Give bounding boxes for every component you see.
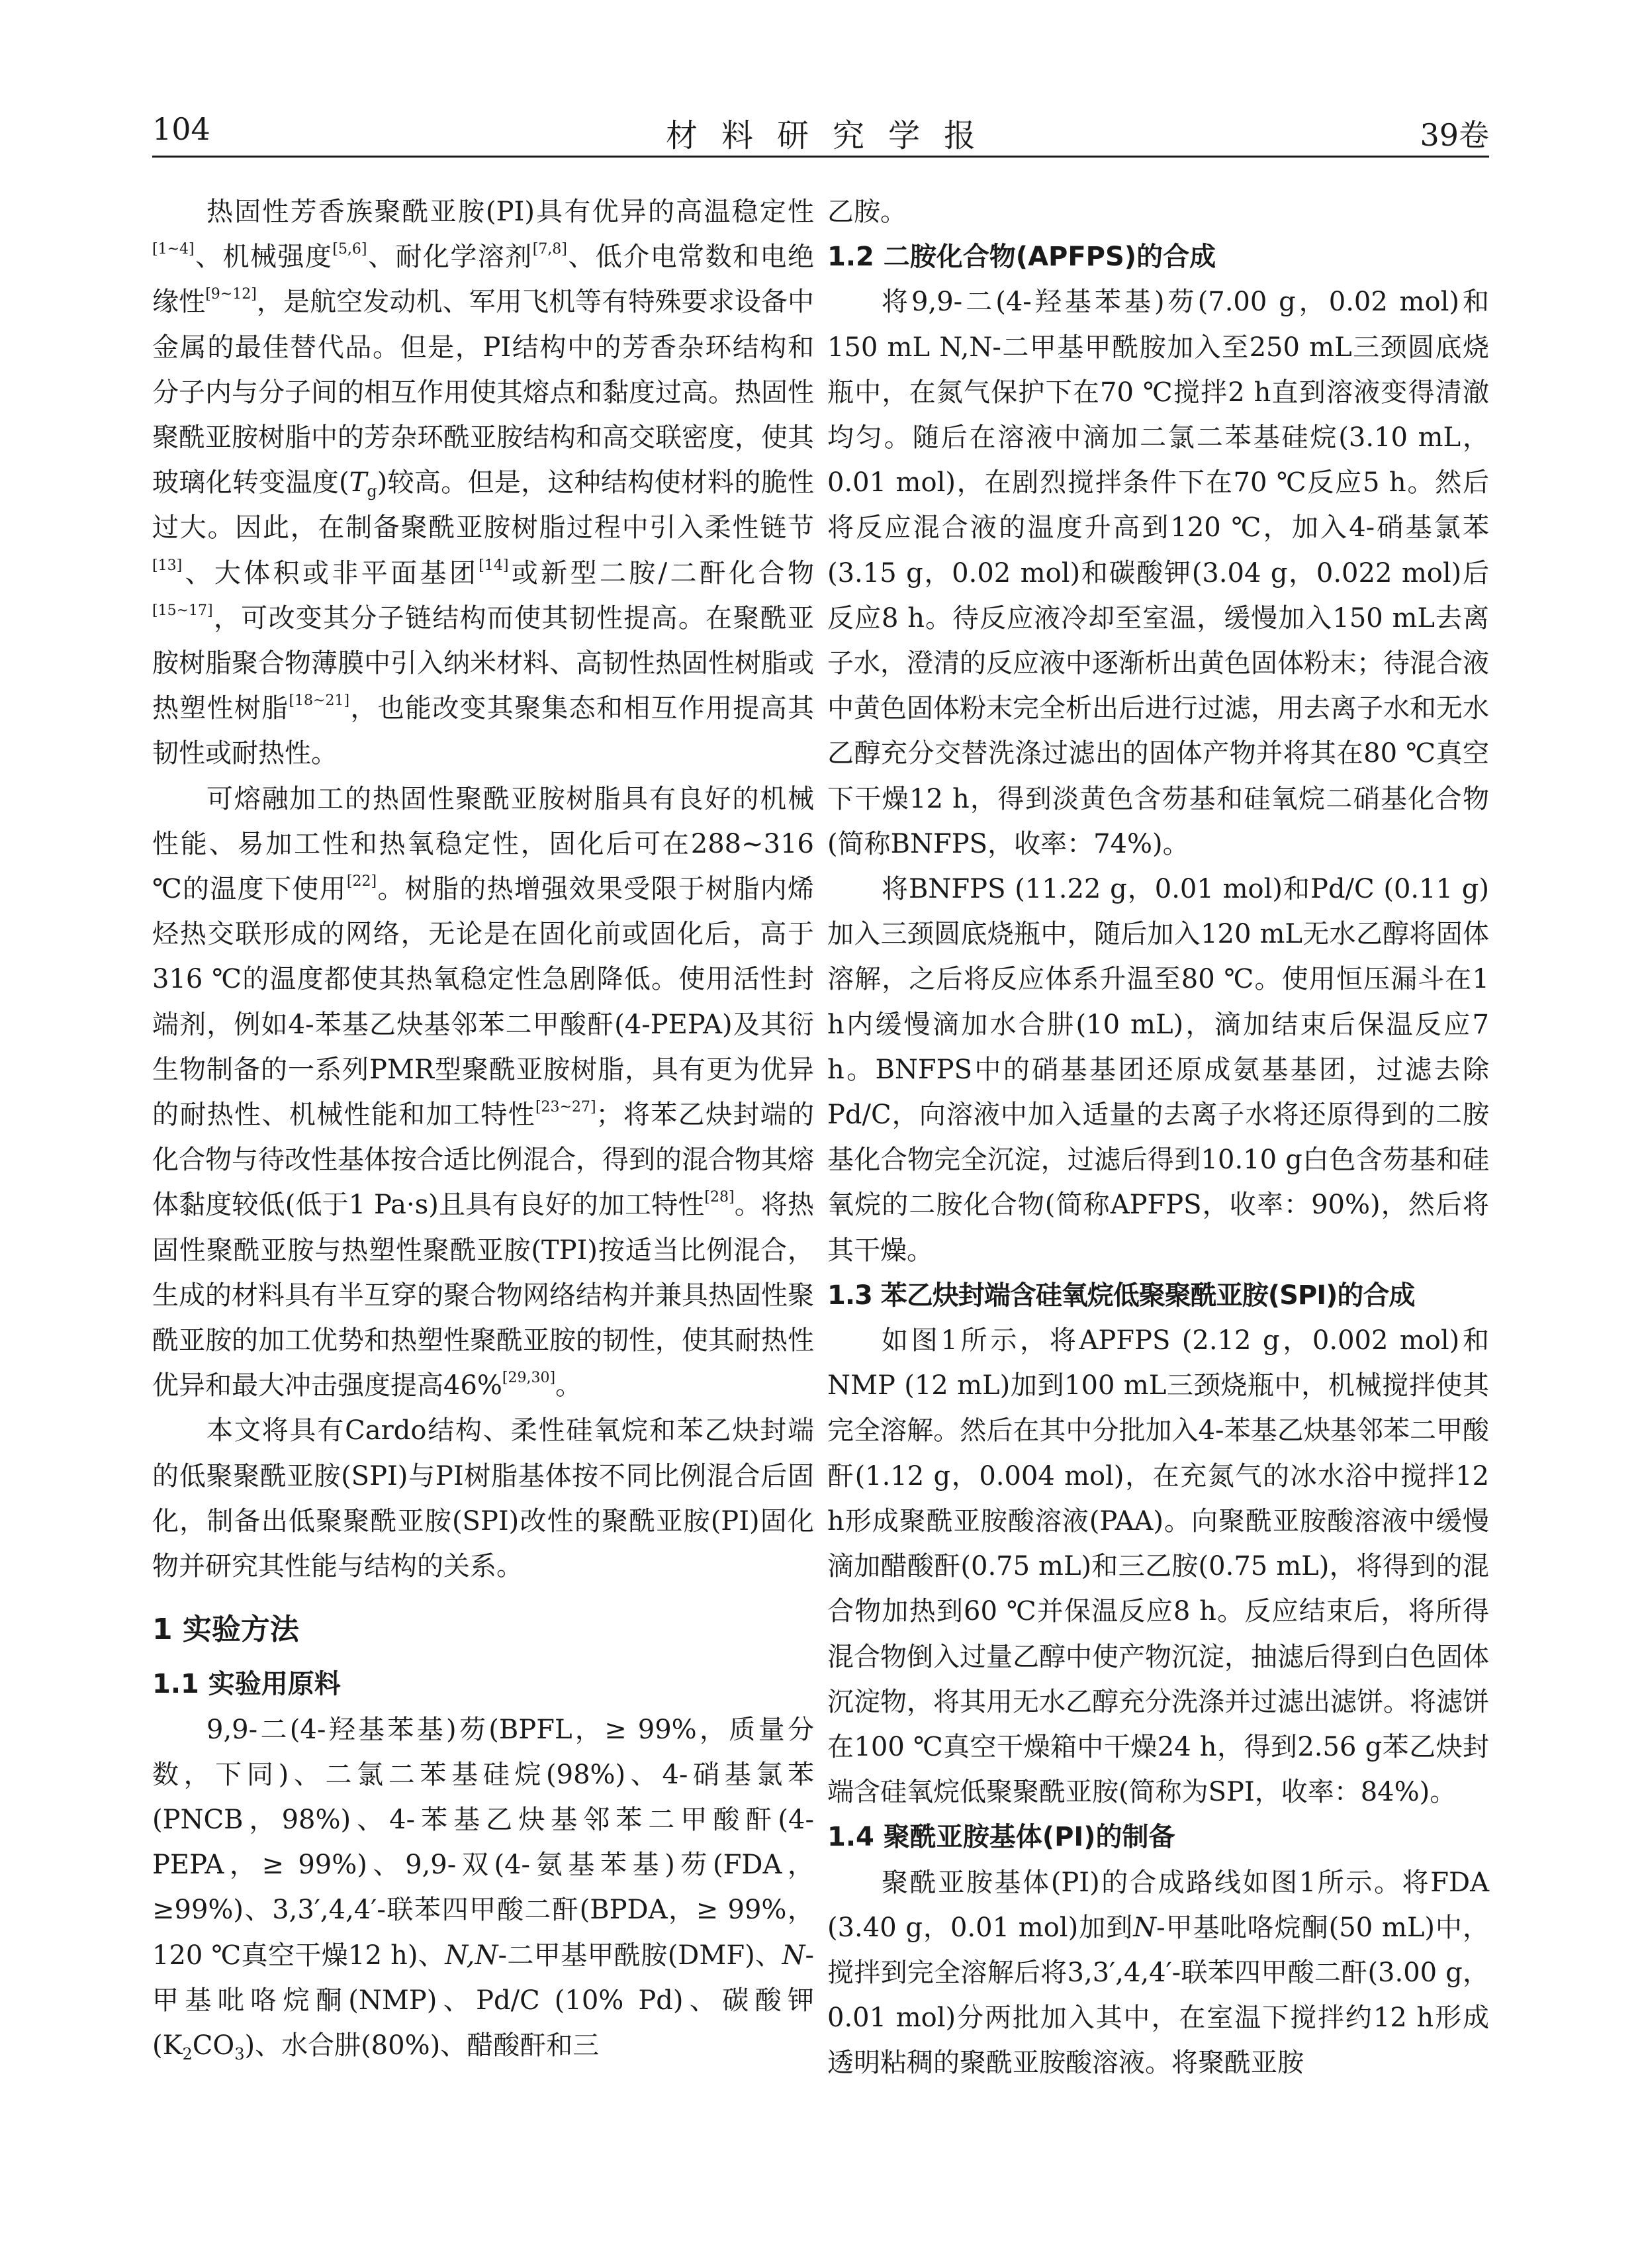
citation[interactable]: [14] <box>479 557 509 574</box>
continued-text: 乙胺。 <box>827 197 907 227</box>
materials-paragraph: 9,9-二(4-羟基苯基)芴(BPFL，≥ 99%，质量分数，下同)、二氯二苯基硅烷(98%)、4-硝基氯苯(PNCB，98%)、4-苯基乙炔基邻苯二甲酸酐(4-PEPA，≥ 99%)、9,9-双(4-氨基苯基)芴(FDA，≥99%)、3,3′,4,4′-联苯四甲酸二酐(BPDA，≥ 99%，120 ℃真空干燥12 h)、N,N-二甲基甲酰胺(DMF)、N-甲基吡咯烷酮(NMP)、Pd/C (10% Pd)、碳酸钾$(K_2CO_3)$、水合肼(80%)、醋酸酐和三 <box>152 1714 814 2063</box>
journal-title: 材料研究学报 <box>665 117 999 154</box>
citation[interactable]: [7,8] <box>532 241 567 258</box>
left-column <box>152 189 814 2068</box>
citation[interactable]: [1~4] <box>152 241 195 258</box>
subsection-heading-spi: 1.3 苯乙炔封端含硅氧烷低聚聚酰亚胺(SPI)的合成 <box>827 1280 1415 1311</box>
citation[interactable]: [28] <box>704 1189 735 1206</box>
page-number: 104 <box>152 111 210 147</box>
citation[interactable]: [15~17] <box>152 602 213 619</box>
citation[interactable]: [29,30] <box>502 1370 556 1387</box>
volume-label: 39卷 <box>1420 117 1489 153</box>
intro-paragraph-2: 可熔融加工的热固性聚酰亚胺树脂具有良好的机械性能、易加工性和热氧稳定性，固化后可在288~316 ℃的温度下使用[22]。树脂的热增强效果受限于树脂内烯烃热交联形成的网络，无论是在固化前或固化后，高于316 ℃的温度都使其热氧稳定性急剧降低。使用活性封端剂，例如4-苯基乙炔基邻苯二甲酸酐(4-PEPA)及其衍生物制备的一系列PMR型聚酰亚胺树脂，具有更为优异的耐热性、机械性能和加工特性[23~27]；将苯乙炔封端的化合物与待改性基体按合适比例混合，得到的混合物其熔体黏度较低(低于1 Pa·s)且具有良好的加工特性[28]。将热固性聚酰亚胺与热塑性聚酰亚胺(TPI)按适当比例混合，生成的材料具有半互穿的聚合物网络结构并兼具热固性聚酰亚胺的加工优势和热塑性聚酰亚胺的韧性，使其耐热性优异和最大冲击强度提高46%[29,30]。 <box>152 783 815 1401</box>
citation[interactable]: [18~21] <box>289 692 350 710</box>
subsection-heading-materials: 1.1 实验用原料 <box>152 1669 341 1700</box>
section-heading-methods: 1 实验方法 <box>152 1613 299 1647</box>
subsection-heading-apfps: 1.2 二胺化合物(APFPS)的合成 <box>827 242 1216 273</box>
pi-paragraph: 聚酰亚胺基体(PI)的合成路线如图1所示。将FDA (3.40 g，0.01 mol)加到N-甲基吡咯烷酮(50 mL)中，搅拌到完全溶解后将3,3′,4,4′-联苯四甲酸二酐(3.00 g，0.01 mol)分两批加入其中，在室温下搅拌约12 h形成透明粘稠的聚酰亚胺酸溶液。将聚酰亚胺 <box>827 1867 1489 2079</box>
spi-paragraph: 如图1所示，将APFPS (2.12 g，0.002 mol)和NMP (12 mL)加到100 mL三颈烧瓶中，机械搅拌使其完全溶解。然后在其中分批加入4-苯基乙炔基邻苯二甲酸酐(1.12 g，0.004 mol)，在充氮气的冰水浴中搅拌12 h形成聚酰亚胺酸溶液(PAA)。向聚酰亚胺酸溶液中缓慢滴加醋酸酐(0.75 mL)和三乙胺(0.75 mL)，将得到的混合物加热到60 ℃并保温反应8 h。反应结束后，将所得混合物倒入过量乙醇中使产物沉淀，抽滤后得到白色固体沉淀物，将其用无水乙醇充分洗涤并过滤出滤饼。将滤饼在100 ℃真空干燥箱中干燥24 h，得到2.56 g苯乙炔封端含硅氧烷低聚聚酰亚胺(简称为SPI，收率：84%)。 <box>827 1325 1489 1808</box>
citation[interactable]: [22] <box>346 873 377 890</box>
citation[interactable]: [23~27] <box>535 1099 596 1116</box>
citation[interactable]: [13] <box>152 557 183 574</box>
citation[interactable]: [9~12] <box>205 286 257 303</box>
subsection-heading-pi: 1.4 聚酰亚胺基体(PI)的制备 <box>827 1822 1175 1853</box>
apfps-paragraph-1: 将9,9-二(4-羟基苯基)芴(7.00 g，0.02 mol)和150 mL N,N-二甲基甲酰胺加入至250 mL三颈圆底烧瓶中，在氮气保护下在70 ℃搅拌2 h直到溶液变得清澈均匀。随后在溶液中滴加二氯二苯基硅烷(3.10 mL，0.01 mol)，在剧烈搅拌条件下在70 ℃反应5 h。然后将反应混合液的温度升高到120 ℃，加入4-硝基氯苯(3.15 g，0.02 mol)和碳酸钾(3.04 g，0.022 mol)后反应8 h。待反应液冷却至室温，缓慢加入150 mL去离子水，澄清的反应液中逐渐析出黄色固体粉末；待混合液中黄色固体粉末完全析出后进行过滤，用去离子水和无水乙醇充分交替洗涤过滤出的固体产物并将其在80 ℃真空下干燥12 h，得到淡黄色含芴基和硅氧烷二硝基化合物(简称BNFPS，收率：74%)。 <box>827 287 1489 859</box>
intro-paragraph-1: 热固性芳香族聚酰亚胺(PI)具有优异的高温稳定性[1~4]、机械强度[5,6]、耐化学溶剂[7,8]、低介电常数和电绝缘性[9~12]，是航空发动机、军用飞机等有特殊要求设备中金属的最佳替代品。但是，PI结构中的芳香杂环结构和分子内与分子间的相互作用使其熔点和黏度过高。热固性聚酰亚胺树脂中的芳杂环酰亚胺结构和高交联密度，使其玻璃化转变温度$(T_g)$较高。但是，这种结构使材料的脆性过大。因此，在制备聚酰亚胺树脂过程中引入柔性链节[13]、大体积或非平面基团[14]或新型二胺/二酐化合物[15~17]，可改变其分子链结构而使其韧性提高。在聚酰亚胺树脂聚合物薄膜中引入纳米材料、高韧性热固性树脂或热塑性树脂[18~21]，也能改变其聚集态和相互作用提高其韧性或耐热性。 <box>152 197 815 769</box>
apfps-paragraph-2: 将BNFPS (11.22 g，0.01 mol)和Pd/C (0.11 g)加入三颈圆底烧瓶中，随后加入120 mL无水乙醇将固体溶解，之后将反应体系升温至80 ℃。使用恒压漏斗在1 h内缓慢滴加水合肼(10 mL)，滴加结束后保温反应7 h。BNFPS中的硝基基团还原成氨基基团，过滤去除Pd/C，向溶液中加入适量的去离子水将还原得到的二胺基化合物完全沉淀，过滤后得到10.10 g白色含芴基和硅氧烷的二胺化合物(简称APFPS，收率：90%)，然后将其干燥。 <box>827 874 1489 1266</box>
intro-paragraph-3: 本文将具有Cardo结构、柔性硅氧烷和苯乙炔封端的低聚聚酰亚胺(SPI)与PI树脂基体按不同比例混合后固化，制备出低聚聚酰亚胺(SPI)改性的聚酰亚胺(PI)固化物并研究其性能与结构的关系。 <box>152 1415 814 1582</box>
citation[interactable]: [5,6] <box>332 241 367 258</box>
running-header <box>152 106 1489 158</box>
right-column <box>827 189 1489 2086</box>
